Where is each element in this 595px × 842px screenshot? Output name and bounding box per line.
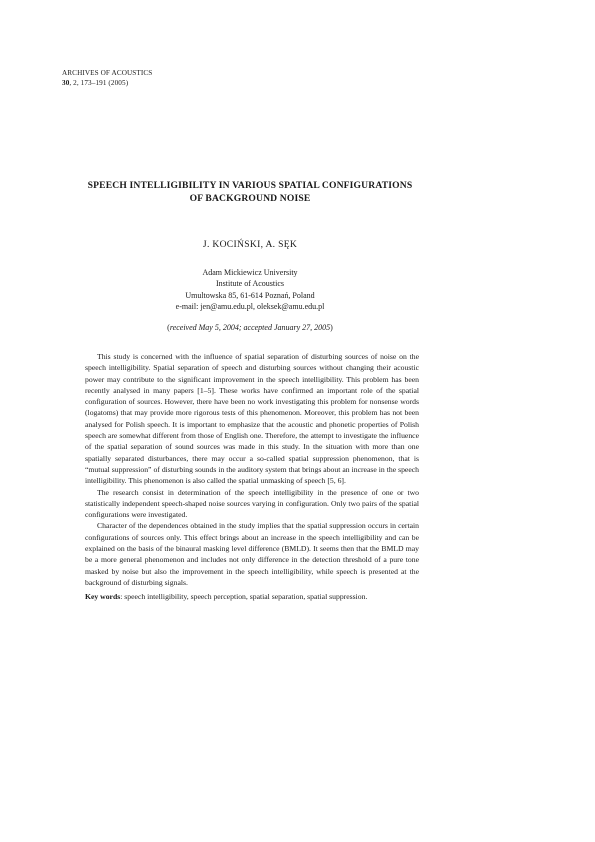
received-open-paren: ( [167, 323, 170, 332]
affiliation-address: Umultowska 85, 61-614 Poznań, Poland [185, 290, 315, 300]
paper-title-line-2: OF BACKGROUND NOISE [189, 192, 311, 204]
author-affiliation [62, 267, 438, 312]
received-text: received May 5, 2004; accepted January 27, 2005 [169, 323, 331, 332]
keywords-label: Key words [85, 592, 121, 602]
affiliation-university: Adam Mickiewicz University [202, 268, 298, 277]
abstract-paragraph: The research consist in determination of the speech intelligibility in the presence of one or two statistically independent speech-shaped noise sources varying in configuration. Only two pairs of the spatial configurations were investigated. [85, 487, 419, 520]
keywords [85, 591, 419, 602]
journal-name: ARCHIVES OF ACOUSTICS [62, 69, 153, 77]
paper-title-line-1: SPEECH INTELLIGIBILITY IN VARIOUS SPATIAL CONFIGURATIONS [87, 180, 413, 191]
paper-title [62, 180, 438, 205]
affiliation-email: e-mail: jen@amu.edu.pl, oleksek@amu.edu.pl [175, 301, 325, 311]
received-dates [62, 323, 438, 332]
journal-citation [62, 78, 152, 88]
abstract-paragraph: Character of the dependences obtained in the study implies that the spatial suppression occurs in certain configurations of sources only. This effect brings about an increase in the speech intelligibility and can be explained on the basis of the binaural masking level difference (BMLD). It seems then that the BMLD may be a more general phenomenon and includes not only difference in the detection threshold of a pure tone masked by noise but also the improvement in the speech intelligibility, while speech is presented at the background of disturbing signals. [85, 521, 419, 587]
journal-header [62, 68, 152, 88]
paper-authors: J. KOCIŃSKI, A. SĘK [202, 239, 298, 250]
journal-volume: 30 [62, 79, 70, 87]
keywords-list: : speech intelligibility, speech perception, spatial separation, spatial suppression. [120, 592, 368, 602]
received-close-paren: ) [330, 323, 333, 332]
affiliation-institute: Institute of Acoustics [216, 279, 284, 289]
abstract-paragraph: This study is concerned with the influence of spatial separation of disturbing sources of noise on the speech intelligibility. Spatial separation of speech and disturbing sources without changing their acoustic power may contribute to the significant improvement in the speech intelligibility. This problem has been recently analysed in many papers [1–5]. These works have confirmed an important role of the spatial configuration of sources. However, there have been no work investigating this problem for nonsense words (logatoms) that may provide more rigorous tests of this phenomenon. Moreover, this problem has not been analysed for Polish speech. It is important to emphasize that the acoustic and phonetic properties of Polish speech are somewhat different from those of English one. Therefore, the attempt to investigate the influence of the spatial separation of sound sources was made in this study. In the situation with more than one spatially separated disturbances, there may occur a so-called spatial suppression phenomenon, that is “mutual suppression” of disturbing sounds in the auditory system that brings about an increase in the speech intelligibility. This phenomenon is also called the spatial unmasking of speech [5, 6]. [85, 352, 419, 486]
abstract [85, 351, 419, 603]
journal-issue-pages: , 2, 173–191 (2005) [69, 79, 129, 87]
